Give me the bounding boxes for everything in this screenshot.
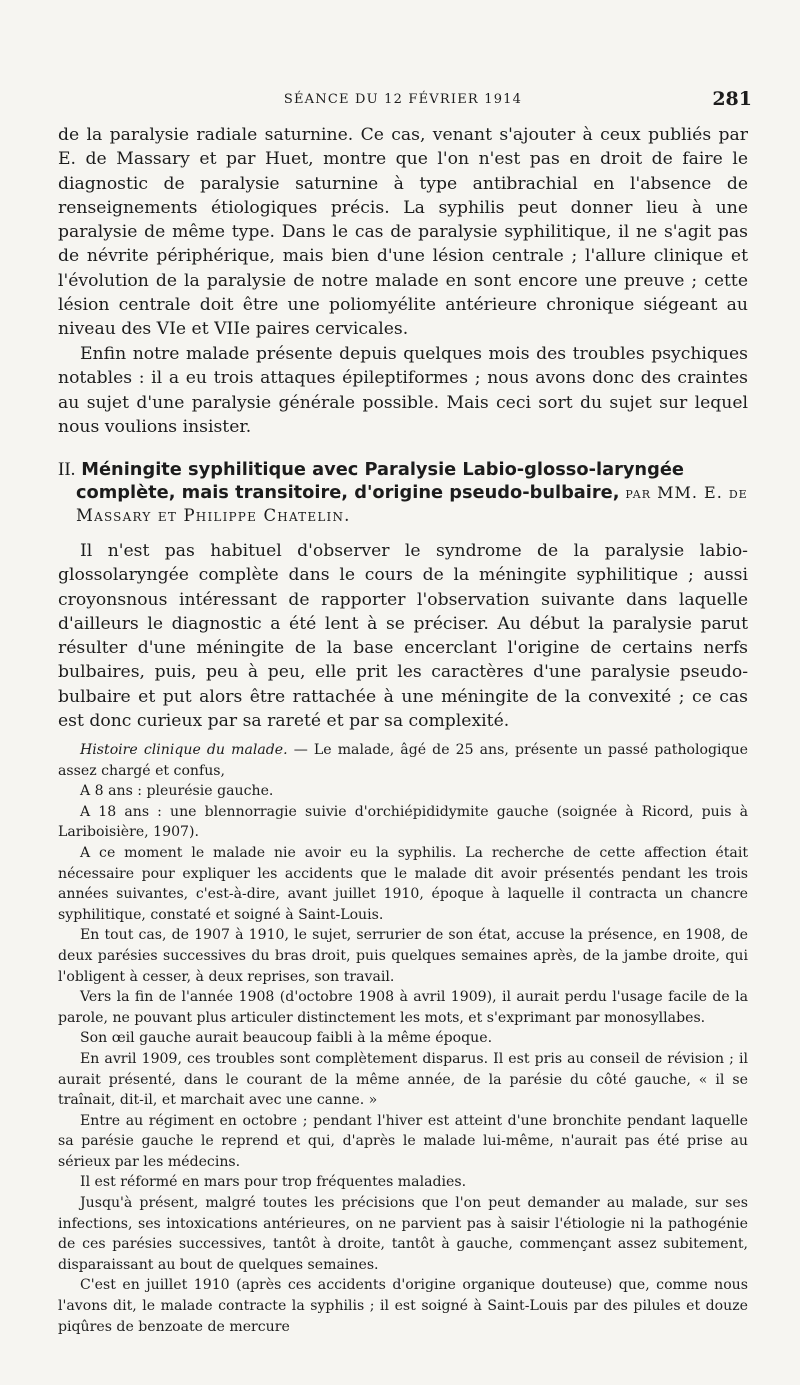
history-first-text: — Le malade, âgé de 25 ans, présente un passé pathologique assez chargé et confus, xyxy=(58,742,748,779)
section-title-line1: Méningite syphilitique avec Paralysie Labio-glosso-laryngée xyxy=(81,459,684,480)
clinical-history xyxy=(58,740,748,1337)
running-head xyxy=(58,88,752,116)
history-item: A 18 ans : une blennorragie suivie d'orchiépididymite gauche (soignée à Ricord, puis à Lariboisière, 1907). xyxy=(58,803,748,841)
intro-paragraph-1: de la paralysie radiale saturnine. Ce cas, venant s'ajouter à ceux publiés par E. de Massary et par Huet, montre que l'on n'est pas en droit de faire le diagnostic de paralysie saturnine à type antibrachial en l'absence de renseignements étiologiques précis. La syphilis peut donner lieu à une paralysie de même type. Dans le cas de paralysie syphilitique, il ne s'agit pas de névrite périphérique, mais bien d'une lésion centrale ; l'allure clinique et l'évolution de la paralysie de notre malade en sont encore une preuve ; cette lésion centrale doit être une poliomyélite antérieure chronique siégeant au niveau des VIe et VIIe paires cervicales. xyxy=(58,125,748,340)
history-item: Son œil gauche aurait beaucoup faibli à la même époque. xyxy=(80,1030,493,1047)
history-item: Jusqu'à présent, malgré toutes les précisions que l'on peut demander au malade, sur ses infections, ses intoxications antérieures, on ne parvient pas à saisir l'étiologie ni la pathogénie de ces parésies successives, tantôt à droite, tantôt à gauche, commençant assez subitement, disparaissant au bout de quelques semaines. xyxy=(58,1195,748,1273)
history-item: En avril 1909, ces troubles sont complètement disparus. Il est pris au conseil de révision ; il aurait présenté, dans le courant de la même année, de la parésie du côté gauche, « il se traînait, dit-il, et marchait avec une canne. » xyxy=(58,1050,748,1109)
page-number: 281 xyxy=(712,88,752,110)
section-number: II. xyxy=(58,459,76,480)
history-item: C'est en juillet 1910 (après ces accidents d'origine organique douteuse) que, comme nous l'avons dit, le malade contracte la syphilis ; il est soigné à Saint-Louis par des pilules et douze piqûres de benzoate de mercure xyxy=(58,1277,748,1335)
section-authors: Massary et Philippe Chatelin. xyxy=(76,506,351,525)
history-item: Entre au régiment en octobre ; pendant l'hiver est atteint d'une bronchite pendant laquelle sa parésie gauche le reprend et qui, d'après le malade lui-même, n'aurait pas été prise au sérieux par les médecins. xyxy=(58,1112,748,1170)
intro-paragraph-2: Enfin notre malade présente depuis quelques mois des troubles psychiques notables : il a eu trois attaques épileptiformes ; nous avons donc des craintes au sujet d'une paralysie générale possible. Mais ceci sort du sujet sur lequel nous voulions insister. xyxy=(58,344,748,437)
history-intro xyxy=(58,740,748,781)
history-heading: Histoire clinique du malade. xyxy=(80,742,288,758)
history-item: Il est réformé en mars pour trop fréquentes maladies. xyxy=(80,1174,467,1191)
section-paragraph: Il n'est pas habituel d'observer le syndrome de la paralysie labio-glossolaryngée complète dans le cours de la méningite syphilitique ; aussi croyonsnous intéressant de rapporter l'observation suivante dans laquelle d'ailleurs le diagnostic a été lent à se préciser. Au début la paralysie parut résulter d'une méningite de la base encerclant l'origine de certains nerfs bulbaires, puis, peu à peu, elle prit les caractères d'une paralysie pseudo-bulbaire et put alors être rattachée à une méningite de la convexité ; ce cas est donc curieux par sa rareté et par sa complexité. xyxy=(58,541,748,732)
history-item: Vers la fin de l'année 1908 (d'octobre 1908 à avril 1909), il aurait perdu l'usage facile de la parole, ne pouvant plus articuler distinctement les mots, et s'exprimant par monosyllabes. xyxy=(58,989,748,1026)
history-item: A 8 ans : pleurésie gauche. xyxy=(80,783,274,800)
running-title: SÉANCE DU 12 FÉVRIER 1914 xyxy=(283,92,523,107)
history-item: En tout cas, de 1907 à 1910, le sujet, serrurier de son état, accuse la présence, en 1908, de deux parésies successives du bras droit, puis quelques semaines après, de la jambe droite, qui l'obligent à cesser, à deux reprises, son travail. xyxy=(58,927,748,985)
section-title-line2: complète, mais transitoire, d'origine pseudo-bulbaire, xyxy=(76,482,620,503)
section-heading xyxy=(58,458,748,527)
history-item: A ce moment le malade nie avoir eu la syphilis. La recherche de cette affection était nécessaire pour expliquer les accidents que le malade dit avoir présentés pendant les trois années suivantes, c'est-à-dire, avant juillet 1910, époque à laquelle il contracta un chancre syphilitique, constaté et soigné à Saint-Louis. xyxy=(58,844,748,923)
section-title-by: par MM. E. de xyxy=(625,483,748,502)
